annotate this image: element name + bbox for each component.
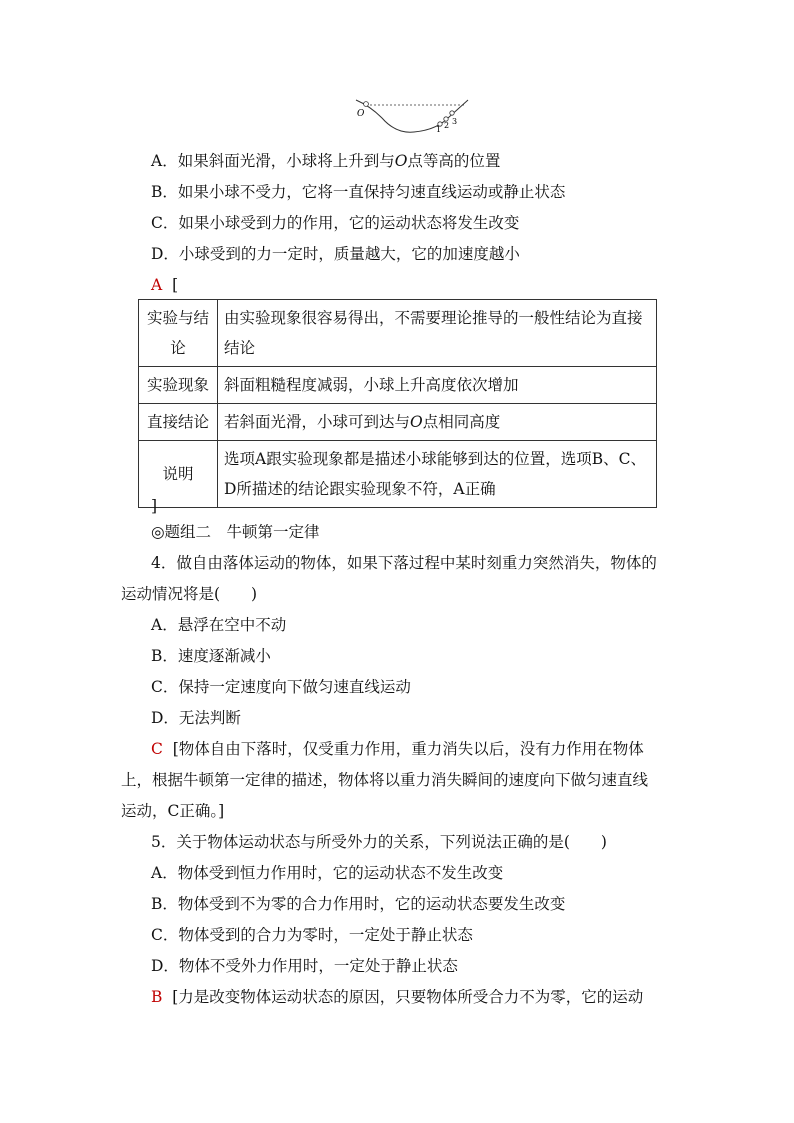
label-2: 2 <box>444 121 450 130</box>
q3-bracket-open: [ <box>172 276 179 294</box>
table-cell-o: O <box>410 413 423 431</box>
q5-stem: 5．关于物体运动状态与所受外力的关系，下列说法正确的是( ) <box>151 833 607 851</box>
q4-exp-1-text: [物体自由下落时，仅受重力作用，重力消失以后，没有力作用在物体 <box>172 740 644 758</box>
q5-option-b: B．物体受到不为零的合力作用时，它的运动状态要发生改变 <box>151 895 566 913</box>
label-o: O <box>357 109 365 119</box>
q4-explanation-2: 上，根据牛顿第一定律的描述，物体将以重力消失瞬间的速度向下做匀速直线 <box>121 771 649 789</box>
q5-exp-1-text: [力是改变物体运动状态的原因，只要物体所受合力不为零，它的运动 <box>172 988 644 1006</box>
q3-option-a-text: A．如果斜面光滑，小球将上升到与 <box>151 152 395 170</box>
q5-option-d: D．物体不受外力作用时，一定处于静止状态 <box>151 957 458 975</box>
ball-start <box>364 102 369 107</box>
table-head: 说明 <box>139 441 218 508</box>
table-cell-post: 点相同高度 <box>422 413 501 431</box>
table-cell <box>218 404 657 441</box>
q4-option-a: A．悬浮在空中不动 <box>151 616 287 634</box>
q3-bracket-close: ] <box>151 497 158 515</box>
ball-pos-3 <box>450 111 454 115</box>
q4-explanation-3: 运动，C正确。] <box>121 802 225 820</box>
table-row <box>139 441 657 508</box>
q3-option-a-end: 点等高的位置 <box>407 152 501 170</box>
table-head: 实验现象 <box>139 367 218 404</box>
q5-option-a: A．物体受到恒力作用时，它的运动状态不发生改变 <box>151 864 504 882</box>
table-row <box>139 367 657 404</box>
q3-option-d: D．小球受到的力一定时，质量越大，它的加速度越小 <box>151 245 520 263</box>
q3-option-a <box>151 151 500 171</box>
table-cell: 斜面粗糙程度减弱，小球上升高度依次增加 <box>218 367 657 404</box>
table-cell: 选项A跟实验现象都是描述小球能够到达的位置，选项B、C、D所描述的结论跟实验现象不符，A正确 <box>218 441 657 508</box>
q3-explanation-table <box>138 299 657 508</box>
table-cell: 由实验现象很容易得出，不需要理论推导的一般性结论为直接结论 <box>218 300 657 367</box>
label-3: 3 <box>452 117 458 126</box>
table-head: 直接结论 <box>139 404 218 441</box>
group2-title: ◎题组二 牛顿第一定律 <box>151 523 320 541</box>
q3-answer-line <box>151 275 178 295</box>
q4-stem-2: 运动情况将是( ) <box>121 585 258 603</box>
q5-explanation-1 <box>151 987 643 1007</box>
q4-answer: C <box>151 740 163 758</box>
table-cell-pre: 若斜面光滑，小球可到达与 <box>224 413 411 431</box>
q5-answer: B <box>151 988 163 1006</box>
q4-option-b: B．速度逐渐减小 <box>151 647 271 665</box>
table-head: 实验与结论 <box>139 300 218 367</box>
q4-explanation-1 <box>151 739 644 759</box>
q4-option-c: C．保持一定速度向下做匀速直线运动 <box>151 678 411 696</box>
q3-option-a-o: O <box>394 152 408 170</box>
track-diagram <box>352 96 472 138</box>
label-1: 1 <box>436 125 442 134</box>
q4-option-d: D．无法判断 <box>151 709 241 727</box>
q4-stem-1: 4．做自由落体运动的物体，如果下落过程中某时刻重力突然消失，物体的 <box>151 554 657 572</box>
q5-option-c: C．物体受到的合力为零时，一定处于静止状态 <box>151 926 473 944</box>
table-row <box>139 300 657 367</box>
q3-option-c: C．如果小球受到力的作用，它的运动状态将发生改变 <box>151 214 520 232</box>
q3-answer: A <box>151 276 163 294</box>
q3-option-b: B．如果小球不受力，它将一直保持匀速直线运动或静止状态 <box>151 183 566 201</box>
table-row <box>139 404 657 441</box>
